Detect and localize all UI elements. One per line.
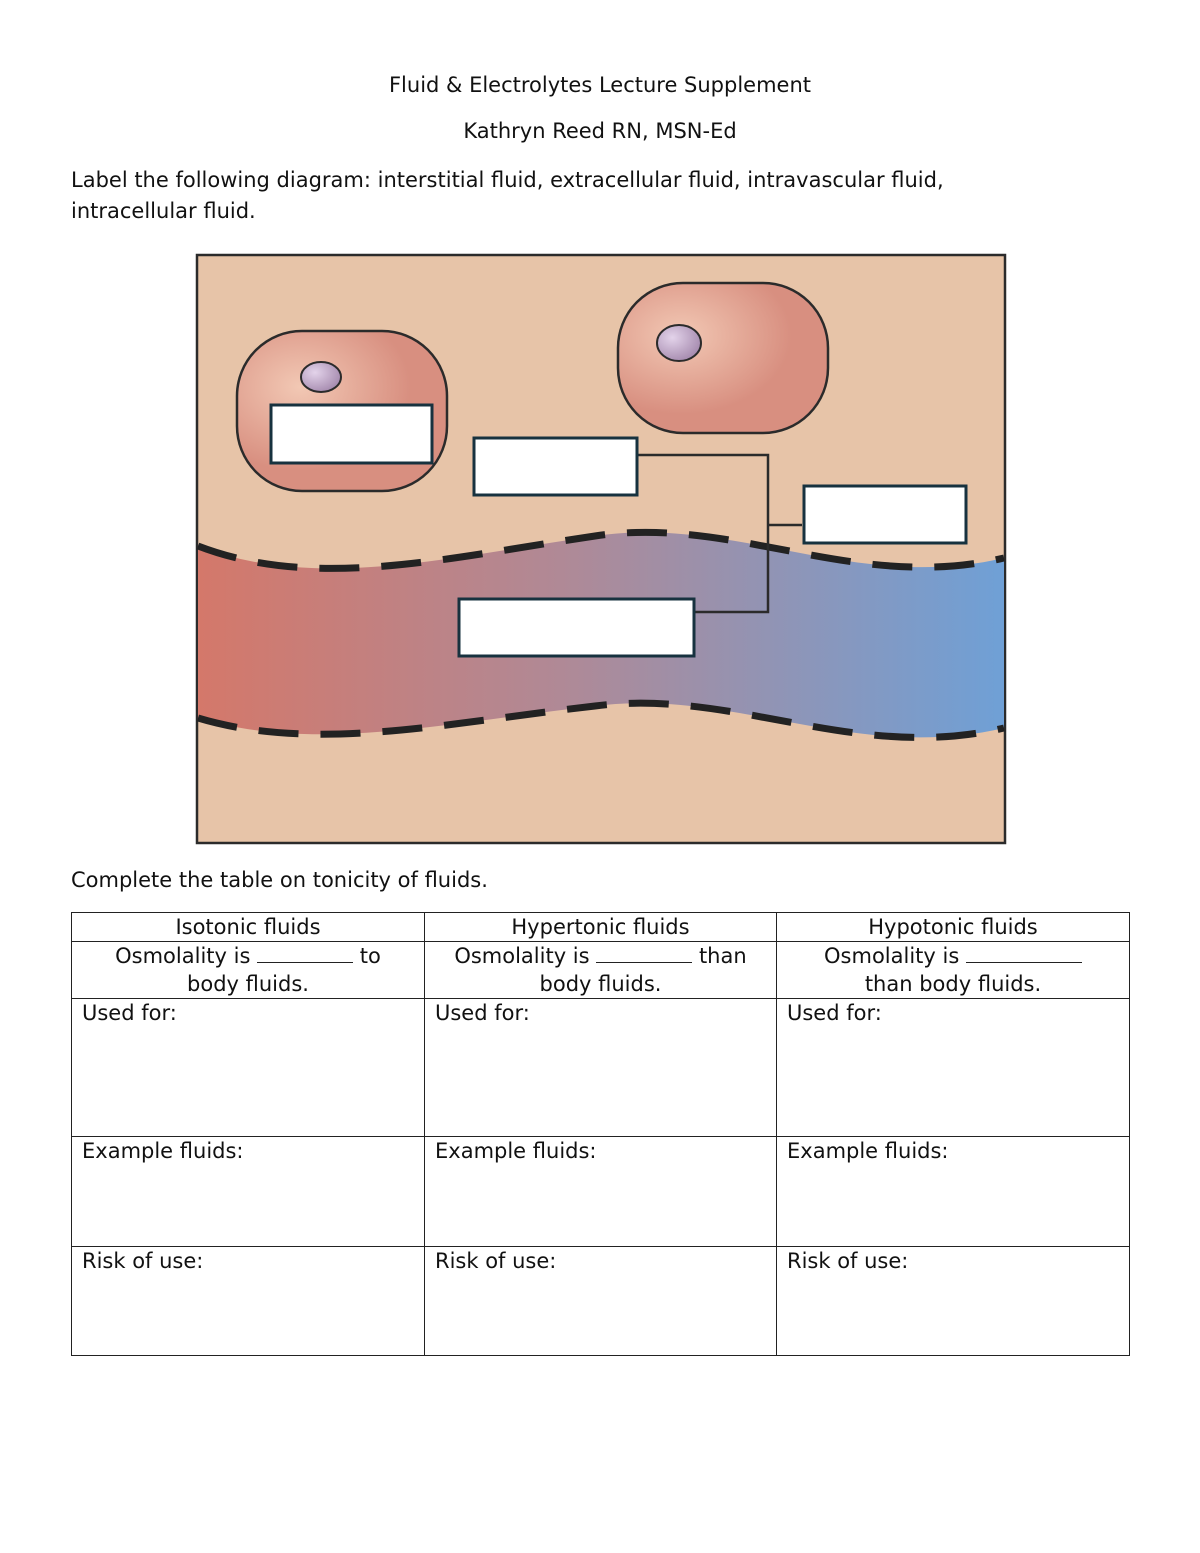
risk-cell-isotonic[interactable]: Risk of use: xyxy=(72,1247,425,1356)
osmolality-cell-hypertonic xyxy=(425,942,777,999)
fill-in-blank[interactable] xyxy=(596,942,692,963)
risk-cell-hypotonic[interactable]: Risk of use: xyxy=(777,1247,1130,1356)
nucleus-left xyxy=(301,362,341,392)
osmolality-text: body fluids. xyxy=(539,972,662,996)
osmolality-text: Osmolality is xyxy=(115,944,251,968)
label-box-extracellular[interactable] xyxy=(804,486,966,543)
label-box-intracellular[interactable] xyxy=(271,405,432,463)
osmolality-cell-hypotonic xyxy=(777,942,1130,999)
fluid-compartments-diagram xyxy=(195,253,1007,845)
example-fluids-row xyxy=(72,1137,1130,1247)
tonicity-table xyxy=(71,912,1130,1356)
example-fluids-cell-isotonic[interactable]: Example fluids: xyxy=(72,1137,425,1247)
document-title: Fluid & Electrolytes Lecture Supplement xyxy=(388,73,812,97)
table-header-row xyxy=(72,913,1130,942)
label-box-interstitial[interactable] xyxy=(474,438,637,495)
table-instructions: Complete the table on tonicity of fluids. xyxy=(71,868,488,892)
used-for-row xyxy=(72,999,1130,1137)
osmolality-cell-isotonic xyxy=(72,942,425,999)
osmolality-row xyxy=(72,942,1130,999)
osmolality-text: to xyxy=(359,944,381,968)
used-for-cell-hypotonic[interactable]: Used for: xyxy=(777,999,1130,1137)
diagram-instructions-line1: Label the following diagram: interstitial fluid, extracellular fluid, intravascular fluid, xyxy=(71,168,944,192)
nucleus-right xyxy=(657,325,701,361)
example-fluids-cell-hypertonic[interactable]: Example fluids: xyxy=(425,1137,777,1247)
col-header-hypertonic: Hypertonic fluids xyxy=(425,913,777,942)
label-box-intravascular[interactable] xyxy=(459,599,694,656)
osmolality-text: body fluids. xyxy=(187,972,309,996)
risk-cell-hypertonic[interactable]: Risk of use: xyxy=(425,1247,777,1356)
cell-right xyxy=(618,283,828,433)
fill-in-blank[interactable] xyxy=(257,942,353,963)
used-for-cell-hypertonic[interactable]: Used for: xyxy=(425,999,777,1137)
osmolality-text: Osmolality is xyxy=(454,944,590,968)
fill-in-blank[interactable] xyxy=(966,942,1082,963)
example-fluids-cell-hypotonic[interactable]: Example fluids: xyxy=(777,1137,1130,1247)
risk-of-use-row xyxy=(72,1247,1130,1356)
col-header-hypotonic: Hypotonic fluids xyxy=(777,913,1130,942)
osmolality-text: Osmolality is xyxy=(824,944,960,968)
document-author: Kathryn Reed RN, MSN-Ed xyxy=(463,119,737,143)
diagram-instructions-line2: intracellular fluid. xyxy=(71,199,256,223)
osmolality-text: than xyxy=(698,944,747,968)
col-header-isotonic: Isotonic fluids xyxy=(72,913,425,942)
diagram-instructions xyxy=(71,165,1131,227)
used-for-cell-isotonic[interactable]: Used for: xyxy=(72,999,425,1137)
osmolality-text: than body fluids. xyxy=(864,972,1042,996)
